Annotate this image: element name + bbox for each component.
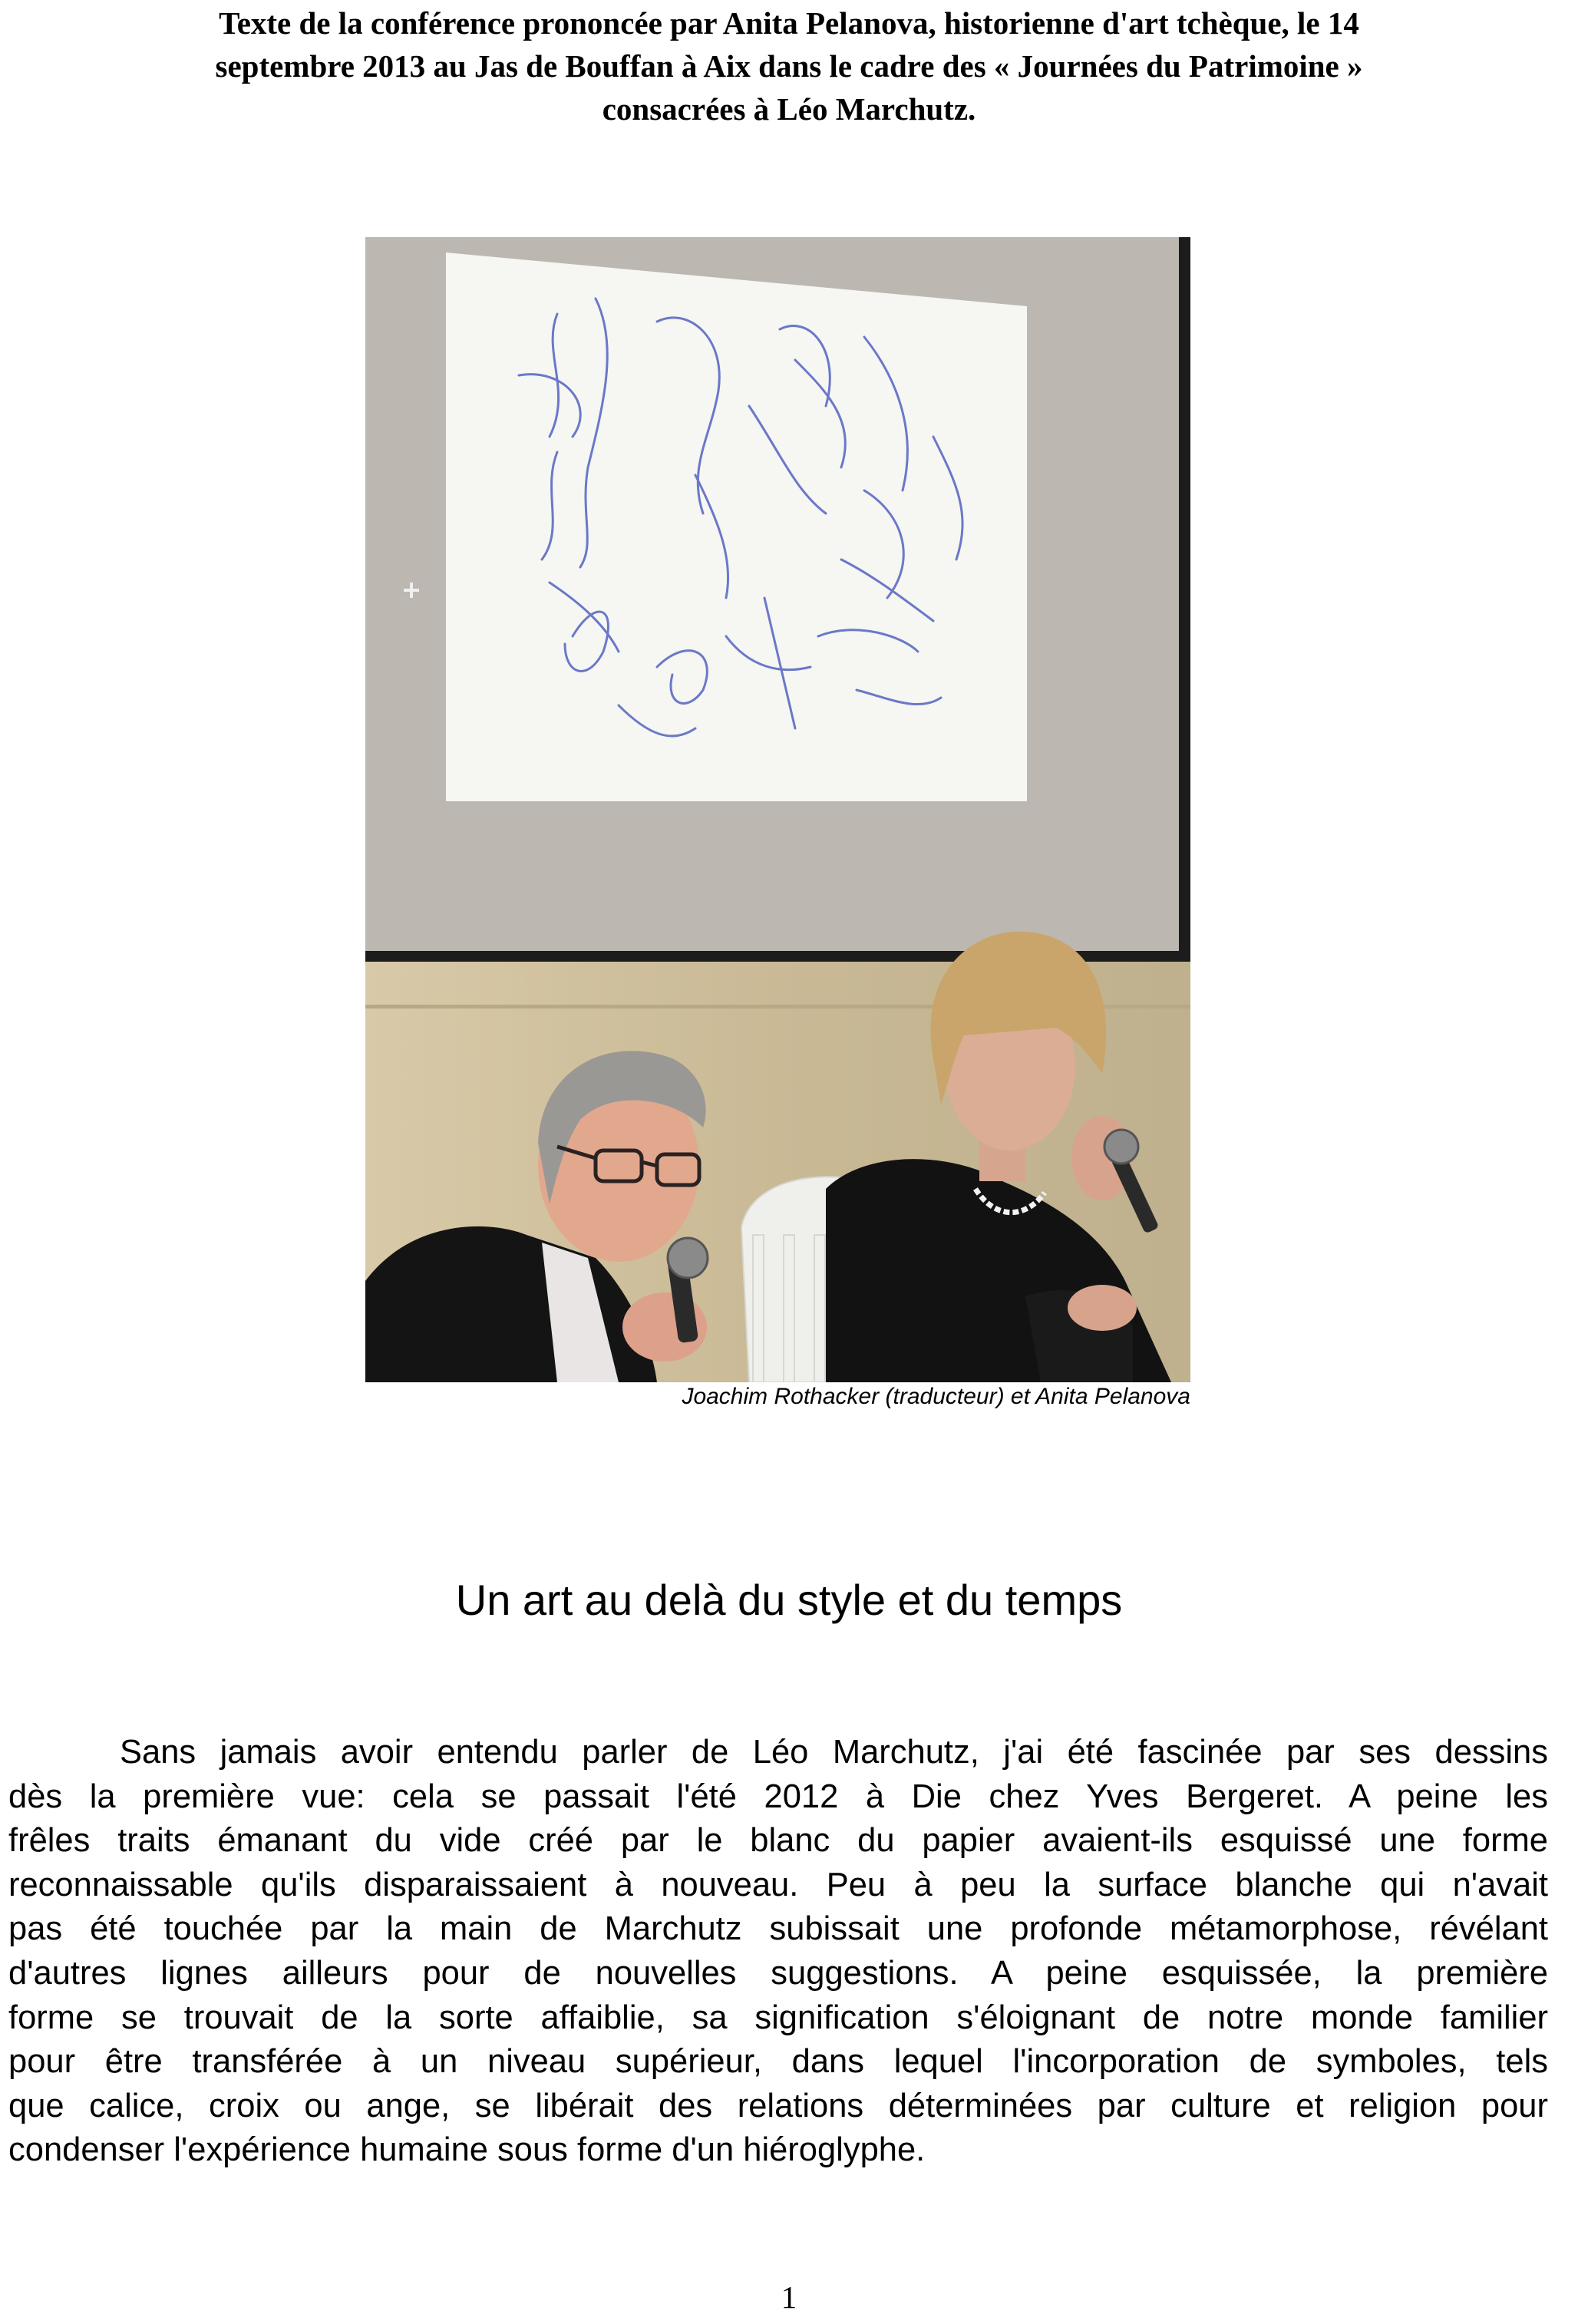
section-title: Un art au delà du style et du temps	[455, 1576, 1123, 1624]
header-line-1: Texte de la conférence prononcée par Anita Pelanova, historienne d'art tchèque, le 14	[219, 5, 1359, 41]
paragraph-line: reconnaissable qu'ils disparaissaient à nouveau. Peu à peu la surface blanche qui n'avait	[8, 1866, 1548, 1903]
photo-caption: Joachim Rothacker (traducteur) et Anita Pelanova	[682, 1384, 1190, 1409]
header-line-3: consacrées à Léo Marchutz.	[602, 91, 976, 127]
microphone-icon-2	[1104, 1130, 1138, 1164]
document-header	[46, 2, 1532, 130]
body-paragraph	[8, 1731, 1548, 2173]
paragraph-line: condenser l'expérience humaine sous forme d'un hiéroglyphe.	[8, 2131, 926, 2169]
paragraph-line: frêles traits émanant du vide créé par le blanc du papier avaient-ils esquissé une forme	[8, 1822, 1548, 1860]
paragraph-line: que calice, croix ou ange, se libérait des relations déterminées par culture et religion pour	[8, 2087, 1548, 2124]
microphone-icon	[668, 1238, 708, 1278]
header-line-2: septembre 2013 au Jas de Bouffan à Aix dans le cadre des « Journées du Patrimoine »	[215, 48, 1363, 84]
conference-photo	[365, 237, 1190, 1382]
paragraph-line: d'autres lignes ailleurs pour de nouvelles suggestions. A peine esquissée, la première	[8, 1954, 1548, 1992]
page-number: 1	[781, 2279, 797, 2315]
paragraph-line: dès la première vue: cela se passait l'été 2012 à Die chez Yves Bergeret. A peine les	[8, 1778, 1548, 1815]
paragraph-line: pour être transférée à un niveau supérieur, dans lequel l'incorporation de symboles, tels	[8, 2043, 1548, 2081]
paragraph-line: forme se trouvait de la sorte affaiblie, sa signification s'éloignant de notre monde familier	[8, 1999, 1548, 2036]
paragraph-line: pas été touchée par la main de Marchutz subissait une profonde métamorphose, révélant	[8, 1910, 1548, 1948]
paragraph-line: Sans jamais avoir entendu parler de Léo Marchutz, j'ai été fascinée par ses dessins	[120, 1734, 1548, 1771]
conference-photo-illustration	[365, 237, 1190, 1382]
projected-drawing	[446, 253, 1027, 801]
